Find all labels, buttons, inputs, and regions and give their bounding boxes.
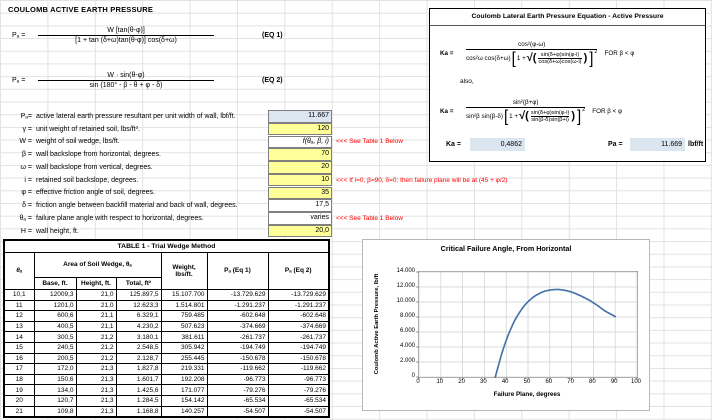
ka-eq-b-condition: FOR β < φ (592, 107, 623, 115)
chart-x-tick-label: 20 (458, 379, 465, 385)
table-cell[interactable]: 1.425,6 (116, 385, 161, 396)
param-symbol: γ = (22, 125, 32, 133)
table-cell[interactable]: -261.737 (207, 332, 268, 343)
table-cell[interactable]: 19 (4, 385, 34, 396)
table-cell[interactable]: 21,3 (76, 406, 116, 417)
table-row (4, 332, 329, 343)
table-cell[interactable]: -65.534 (268, 395, 329, 406)
param-description: friction angle between backfill material and back of wall, degrees. (36, 202, 238, 210)
ka-eq-b-sqrt-den: sin(β-δ)sin(β+i) (531, 116, 569, 123)
chart-x-tick-label: 0 (416, 379, 420, 385)
right-paren-glyph: ) (583, 51, 588, 64)
ka-eq-a-condition: FOR β < φ (604, 49, 635, 57)
table-cell[interactable]: -79.276 (207, 385, 268, 396)
param-value-cell[interactable]: 120 (268, 123, 332, 136)
col-header-total: Total, ft² (116, 278, 161, 290)
ka-eq-a-den-pre: cos²ω cos(δ+ω) (466, 54, 511, 62)
table-cell[interactable]: 171.077 (161, 385, 207, 396)
chart-canvas (419, 272, 637, 377)
chart-x-tick-label: 60 (545, 379, 553, 385)
table-row (4, 395, 329, 406)
chart-x-tick-label: 80 (589, 379, 596, 385)
table-row (4, 342, 329, 353)
eq1-lhs: Pₐ = (12, 32, 26, 39)
ka-eq-a-sqrt-num: sin(δ+φ)sin(φ-i) (540, 51, 580, 58)
table-cell[interactable]: 1201,0 (34, 300, 76, 311)
table-cell[interactable]: 300,5 (34, 332, 76, 343)
ka-eq-b-den-pre: sin²β sin(β-δ) (466, 112, 503, 120)
chart-y-tick-label: 0 (411, 372, 415, 379)
param-note: <<< If i=0, β=90, δ=0; then failure plane will be at (45 + φ/2) (336, 176, 508, 184)
table-cell[interactable]: -119.662 (207, 364, 268, 375)
col-header-pa-eq1: Pₐ (Eq 1) (207, 253, 268, 290)
table-cell[interactable]: 134,0 (34, 385, 76, 396)
param-description: retained soil backslope, degrees. (36, 176, 139, 184)
param-value-cell[interactable]: 20 (268, 161, 332, 174)
param-row (0, 174, 712, 187)
col-header-area-group: Area of Soil Wedge, θₐ (34, 253, 161, 278)
ka-eq-a-sqrt-den: cos(δ+ω)cos(ω-i) (538, 58, 582, 65)
ka-eq-a-numerator: cos²(φ-ω) (518, 40, 546, 48)
table-cell[interactable]: -150.678 (207, 353, 268, 364)
table-cell[interactable]: -194.749 (207, 342, 268, 353)
param-value-cell[interactable]: 70 (268, 148, 332, 161)
table-cell[interactable]: 12.623,3 (116, 300, 161, 311)
col-header-theta: θₐ (4, 253, 34, 290)
table-cell[interactable]: -79.276 (268, 385, 329, 396)
param-row (0, 187, 712, 200)
param-description: wall backslope from horizontal, degrees. (36, 151, 161, 159)
table-cell[interactable]: 2.548,5 (116, 342, 161, 353)
ka-eq-a-sqrt-fraction (538, 52, 581, 65)
ka-eq-b-fraction (466, 99, 585, 124)
table-cell[interactable]: 1.284,5 (116, 395, 161, 406)
param-symbol: Pₐ= (20, 112, 32, 120)
chart-y-tick-label: 10.000 (396, 297, 415, 304)
param-symbol: H = (20, 227, 32, 235)
col-header-height: Height, ft. (76, 278, 116, 290)
chart-y-tick-label: 8.000 (399, 312, 415, 319)
chart-y-tick-label: 12.000 (396, 282, 415, 289)
right-paren-glyph: ) (571, 109, 575, 122)
table-cell[interactable]: 21,1 (76, 311, 116, 322)
param-value-cell[interactable]: 20,0 (268, 225, 332, 238)
param-value-cell[interactable]: 17,5 (268, 199, 332, 212)
table-title: TABLE 1 - Trial Wedge Method (4, 240, 329, 253)
table-row (4, 374, 329, 385)
sqrt-icon: √( (526, 51, 537, 64)
param-description: wall backslope from vertical, degrees. (36, 163, 153, 171)
ka-result-label: Ka = (446, 141, 461, 148)
table-cell[interactable]: 125.897,5 (116, 290, 161, 301)
ka-equation-b (440, 88, 622, 134)
table-cell[interactable]: 12 (4, 311, 34, 322)
table-cell[interactable]: 20 (4, 395, 34, 406)
table-cell[interactable]: -96.773 (268, 374, 329, 385)
table-cell[interactable]: 305.942 (161, 342, 207, 353)
chart-y-tick-label: 14.000 (396, 267, 415, 274)
col-header-weight: Weight, lbs/ft. (161, 253, 207, 290)
eq2-fraction (38, 72, 214, 89)
pa-result-cell[interactable]: 11.669 (630, 138, 685, 151)
col-header-pa-eq2: Pₐ (Eq 2) (268, 253, 329, 290)
table-cell[interactable]: 600,6 (34, 311, 76, 322)
chart-y-axis-title: Coulomb Active Earth Pressure, lb/ft (374, 273, 380, 375)
eq1-denominator: [1 + tan (δ+ω)tan(θ-φ)] cos(δ+ω) (38, 35, 214, 44)
param-note: <<< See Table 1 Below (336, 138, 403, 146)
pa-result-label: Pa = (608, 141, 623, 148)
table-cell[interactable]: -374.669 (207, 321, 268, 332)
table-cell[interactable]: 507.623 (161, 321, 207, 332)
chart-y-tick-label: 2.000 (399, 357, 415, 364)
table-cell[interactable]: 15.107.700 (161, 290, 207, 301)
param-description: unit weight of retained soil, lbs/ft³. (36, 125, 140, 133)
table-cell[interactable]: 11 (4, 300, 34, 311)
failure-angle-chart[interactable] (362, 239, 650, 411)
table-cell[interactable]: -602.648 (207, 311, 268, 322)
param-symbol: W = (19, 138, 32, 146)
table-cell[interactable]: 21,3 (76, 374, 116, 385)
table-cell[interactable]: 4.230,2 (116, 321, 161, 332)
eq2-numerator: W · sin(θ-φ) (107, 72, 145, 79)
table-cell[interactable]: 14 (4, 332, 34, 343)
param-row (0, 199, 712, 212)
table-cell[interactable]: 21,3 (76, 385, 116, 396)
table-cell[interactable]: 13 (4, 321, 34, 332)
right-bracket-glyph: ] (576, 106, 582, 126)
param-row (0, 161, 712, 174)
chart-x-tick-label: 100 (630, 379, 641, 385)
table-cell[interactable]: 12009,3 (34, 290, 76, 301)
ka-equation-box (429, 8, 706, 162)
table-cell[interactable]: 16 (4, 353, 34, 364)
page-title: COULOMB ACTIVE EARTH PRESSURE (8, 5, 154, 14)
ka-eq-a-denominator (466, 49, 597, 66)
table-cell[interactable]: 21,3 (76, 364, 116, 375)
table-cell[interactable]: -96.773 (207, 374, 268, 385)
param-symbol: δ = (22, 202, 32, 210)
table-cell[interactable]: -1.291.237 (207, 300, 268, 311)
table-cell[interactable]: 17 (4, 364, 34, 375)
ka-eq-a-fraction (466, 41, 597, 66)
table-cell[interactable]: -374.669 (268, 321, 329, 332)
param-value-cell[interactable]: varies (268, 212, 332, 225)
table-row (4, 406, 329, 417)
chart-x-tick-label: 40 (501, 379, 509, 385)
table-cell[interactable]: 150,6 (34, 374, 76, 385)
ka-eq-b-one-plus: 1 + (509, 112, 519, 120)
table-cell[interactable]: -54.507 (268, 406, 329, 417)
table-cell[interactable]: 21,2 (76, 353, 116, 364)
table-cell[interactable]: 21,1 (76, 321, 116, 332)
table-row (4, 290, 329, 301)
table-cell[interactable]: 1.514.801 (161, 300, 207, 311)
chart-plot-area (418, 271, 638, 378)
param-symbol: θₐ = (19, 214, 32, 222)
ka-eq-b-lhs: Ka = (440, 107, 454, 115)
chart-x-tick-label: 10 (436, 379, 444, 385)
ka-box-title: Coulomb Lateral Earth Pressure Equation - Active Pressure (430, 9, 705, 26)
table-cell[interactable]: -261.737 (268, 332, 329, 343)
table-cell[interactable]: 154.142 (161, 395, 207, 406)
ka-eq-b-sqrt-fraction (531, 110, 570, 123)
table-cell[interactable]: 21,0 (76, 290, 116, 301)
table-cell[interactable]: -65.534 (207, 395, 268, 406)
table-cell[interactable]: 120,7 (34, 395, 76, 406)
table-row (4, 364, 329, 375)
table-cell[interactable]: 1.601,7 (116, 374, 161, 385)
table-cell[interactable]: -1.291.237 (268, 300, 329, 311)
ka-eq-b-exponent: 2 (582, 107, 586, 113)
table-cell[interactable]: 109,8 (34, 406, 76, 417)
right-bracket-glyph: ] (589, 48, 594, 68)
table-cell[interactable]: -13.729.629 (268, 290, 329, 301)
table-cell[interactable]: 21,0 (76, 300, 116, 311)
pa-unit-label: lbf/ft (688, 141, 704, 148)
param-note: <<< See Table 1 Below (336, 214, 403, 222)
chart-title: Critical Failure Angle, From Horizontal (440, 244, 572, 253)
table-cell[interactable]: -13.729.629 (207, 290, 268, 301)
table-cell[interactable]: 15 (4, 342, 34, 353)
equation-2 (12, 72, 283, 89)
table-cell[interactable]: 400,5 (34, 321, 76, 332)
ka-equation-a (440, 30, 634, 76)
table-cell[interactable]: -54.507 (207, 406, 268, 417)
param-row (0, 225, 712, 238)
trial-wedge-table (3, 239, 330, 418)
param-symbol: ω = (20, 163, 32, 171)
table-cell[interactable]: 381.611 (161, 332, 207, 343)
param-value-cell[interactable]: f(θₐ, β, i) (268, 136, 332, 149)
table-row (4, 353, 329, 364)
eq1-tag: (EQ 1) (262, 32, 283, 39)
left-bracket-glyph: [ (504, 106, 509, 126)
eq2-denominator: sin (180° - β - θ + φ - δ) (38, 80, 214, 89)
table-cell[interactable]: 200,5 (34, 353, 76, 364)
chart-x-tick-label: 90 (610, 379, 618, 385)
table-cell[interactable]: 1.827,8 (116, 364, 161, 375)
chart-y-tick-label: 6.000 (399, 327, 415, 334)
ka-eq-b-sqrt-num: sin(δ+φ)sin(φ-i) (530, 109, 570, 116)
table-cell[interactable]: 3.180,1 (116, 332, 161, 343)
table-cell[interactable]: 21,2 (76, 332, 116, 343)
ka-eq-b-denominator (466, 107, 585, 124)
table-cell[interactable]: 140.257 (161, 406, 207, 417)
also-label: also, (460, 78, 474, 85)
table-cell[interactable]: 240,5 (34, 342, 76, 353)
table-row (4, 321, 329, 332)
table-row (4, 311, 329, 322)
table-row (4, 385, 329, 396)
param-value-cell[interactable]: 35 (268, 187, 332, 200)
table-cell[interactable]: 219.331 (161, 364, 207, 375)
ka-eq-a-one-plus: 1 + (516, 54, 526, 62)
table-cell[interactable]: 18 (4, 374, 34, 385)
chart-data-series (495, 290, 615, 378)
eq2-lhs: Pₐ = (12, 77, 26, 84)
table-cell[interactable]: 10,1 (4, 290, 34, 301)
param-row (0, 212, 712, 225)
chart-y-tick-label: 4.000 (399, 342, 415, 349)
col-header-base: Base, ft. (34, 278, 76, 290)
table-cell[interactable]: 21,3 (76, 395, 116, 406)
table-cell[interactable]: 759.485 (161, 311, 207, 322)
param-symbol: φ = (21, 189, 32, 197)
table-cell[interactable]: -119.662 (268, 364, 329, 375)
table-cell[interactable]: 1.168,8 (116, 406, 161, 417)
ka-result-cell[interactable]: 0,4862 (470, 138, 525, 151)
eq1-numerator: W [tan(θ-φ)] (107, 27, 145, 34)
param-symbol: β = (21, 151, 32, 159)
chart-x-tick-label: 50 (523, 379, 531, 385)
eq2-tag: (EQ 2) (262, 77, 283, 84)
param-description: wall height, ft. (36, 227, 79, 235)
ka-eq-a-exponent: 2 (594, 49, 598, 55)
table-cell[interactable]: 21 (4, 406, 34, 417)
table-cell[interactable]: -194.749 (268, 342, 329, 353)
table-cell[interactable]: 192.208 (161, 374, 207, 385)
chart-x-tick-label: 30 (480, 379, 487, 385)
param-description: active lateral earth pressure resultant per unit width of wall, lbf/ft. (36, 112, 236, 120)
chart-x-axis-title: Failure Plane, degrees (493, 391, 561, 398)
param-description: weight of soil wedge, lbs/ft. (36, 138, 120, 146)
param-description: effective friction angle of soil, degrees. (36, 189, 155, 197)
table-cell[interactable]: 255.445 (161, 353, 207, 364)
param-value-cell[interactable]: 11.667 (268, 110, 332, 123)
table-cell[interactable]: 2.128,7 (116, 353, 161, 364)
equation-1 (12, 27, 283, 44)
ka-eq-a-lhs: Ka = (440, 49, 454, 57)
table-cell[interactable]: 6.329,1 (116, 311, 161, 322)
table-cell[interactable]: 172,0 (34, 364, 76, 375)
sqrt-icon: √( (519, 109, 529, 122)
param-symbol: i = (24, 176, 32, 184)
left-bracket-glyph: [ (511, 48, 516, 68)
table-cell[interactable]: -150.678 (268, 353, 329, 364)
param-description: failure plane angle with respect to horizontal, degrees. (36, 214, 204, 222)
param-value-cell[interactable]: 10 (268, 174, 332, 187)
eq1-fraction (38, 27, 214, 44)
chart-x-tick-label: 70 (567, 379, 574, 385)
ka-eq-b-numerator: sin²(β+φ) (512, 98, 539, 106)
table-cell[interactable]: -602.648 (268, 311, 329, 322)
table-cell[interactable]: 21,2 (76, 342, 116, 353)
table-row (4, 300, 329, 311)
